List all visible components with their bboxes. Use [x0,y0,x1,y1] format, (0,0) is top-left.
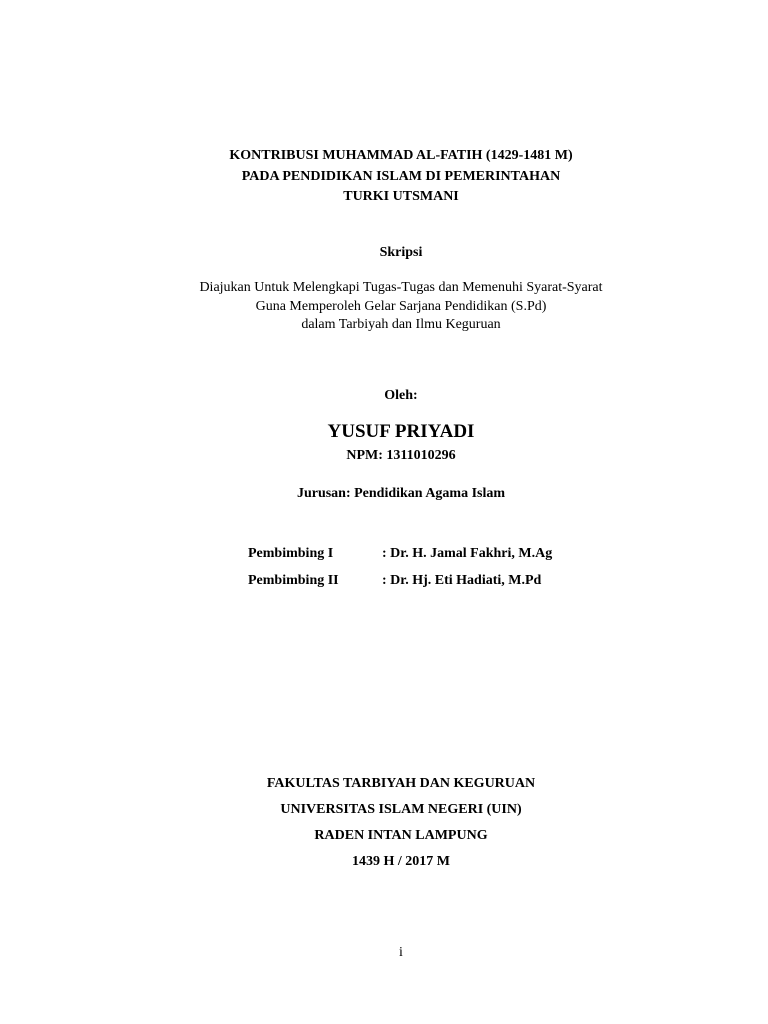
supervisor-value: : Dr. Hj. Eti Hadiati, M.Pd [382,573,542,588]
title-line-3: TURKI UTSMANI [343,189,459,204]
supervisor-label: Pembimbing I [248,546,334,561]
institution-year: 1439 H / 2017 M [352,854,450,869]
purpose-line-1: Diajukan Untuk Melengkapi Tugas-Tugas dan Memenuhi Syarat-Syarat [199,280,603,295]
title-line-2: PADA PENDIDIKAN ISLAM DI PEMERINTAHAN [241,169,561,184]
author-name: YUSUF PRIYADI [327,421,475,442]
document-type: Skripsi [379,245,423,260]
purpose-line-2: Guna Memperoleh Gelar Sarjana Pendidikan (S.Pd) [255,299,547,314]
institution-campus: RADEN INTAN LAMPUNG [314,828,488,843]
supervisor-row-2 [248,571,541,591]
supervisor-value: : Dr. H. Jamal Fakhri, M.Ag [382,546,553,561]
supervisor-row-1 [248,544,552,564]
supervisor-label: Pembimbing II [248,573,339,588]
by-label: Oleh: [384,388,418,403]
department: Jurusan: Pendidikan Agama Islam [296,486,506,501]
institution-faculty: FAKULTAS TARBIYAH DAN KEGURUAN [266,776,536,791]
page-number: i [399,945,403,960]
institution-university: UNIVERSITAS ISLAM NEGERI (UIN) [280,802,522,817]
purpose-line-3: dalam Tarbiyah dan Ilmu Keguruan [301,317,501,332]
title-line-1: KONTRIBUSI MUHAMMAD AL-FATIH (1429-1481 M) [229,148,573,163]
author-npm: NPM: 1311010296 [346,448,456,463]
